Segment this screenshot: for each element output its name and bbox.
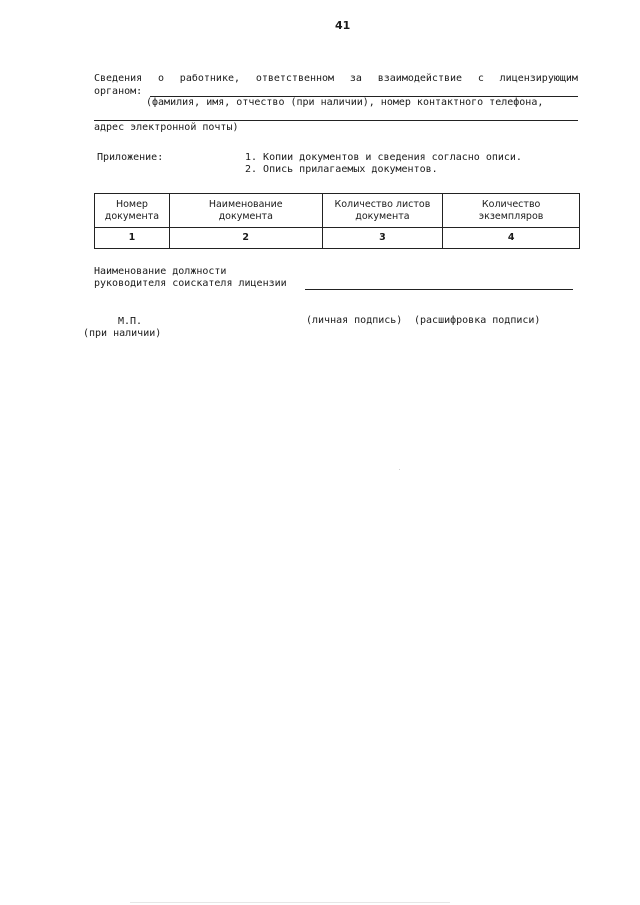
employee-fill-line-2: [94, 120, 578, 121]
attachments-label: Приложение:: [97, 152, 164, 163]
seal-note: (при наличии): [83, 328, 162, 339]
word: работнике,: [179, 73, 241, 84]
word: лицензирующим: [499, 73, 578, 84]
attachment-item: 1. Копии документов и сведения согласно описи.: [245, 152, 522, 163]
employee-intro-line: [94, 73, 578, 85]
table-row: [95, 228, 580, 249]
header-sheet-count: Количество листов документа: [322, 194, 443, 228]
word: за: [349, 73, 362, 84]
position-label-2: руководителя соискателя лицензии: [94, 278, 287, 289]
seal-label: М.П.: [118, 316, 143, 327]
word: о: [157, 73, 164, 84]
attachment-item: 2. Опись прилагаемых документов.: [245, 164, 438, 175]
word: взаимодействие: [377, 73, 463, 84]
employee-organ-label: органом:: [94, 86, 143, 97]
scan-edge: [130, 902, 450, 903]
personal-signature-label: (личная подпись): [306, 315, 403, 326]
table-cell: 4: [443, 228, 580, 249]
table-cell: 2: [169, 228, 322, 249]
position-fill-line: [305, 289, 573, 290]
header-doc-number: Номер документа: [95, 194, 170, 228]
page-number: 41: [335, 19, 351, 32]
word: с: [477, 73, 484, 84]
position-label: Наименование должности: [94, 266, 227, 277]
table-header-row: [95, 194, 580, 228]
employee-hint-continued: адрес электронной почты): [94, 122, 239, 133]
word: ответственном: [255, 73, 335, 84]
signature-decoding-label: (расшифровка подписи): [414, 315, 541, 326]
header-copy-count: Количество экземпляров: [443, 194, 580, 228]
table-cell: 1: [95, 228, 170, 249]
employee-hint: (фамилия, имя, отчество (при наличии), номер контактного телефона,: [146, 97, 544, 108]
word: Сведения: [94, 73, 143, 84]
table-cell: 3: [322, 228, 443, 249]
documents-table: [94, 193, 580, 249]
header-doc-name: Наименование документа: [169, 194, 322, 228]
scan-speck: [399, 469, 400, 470]
